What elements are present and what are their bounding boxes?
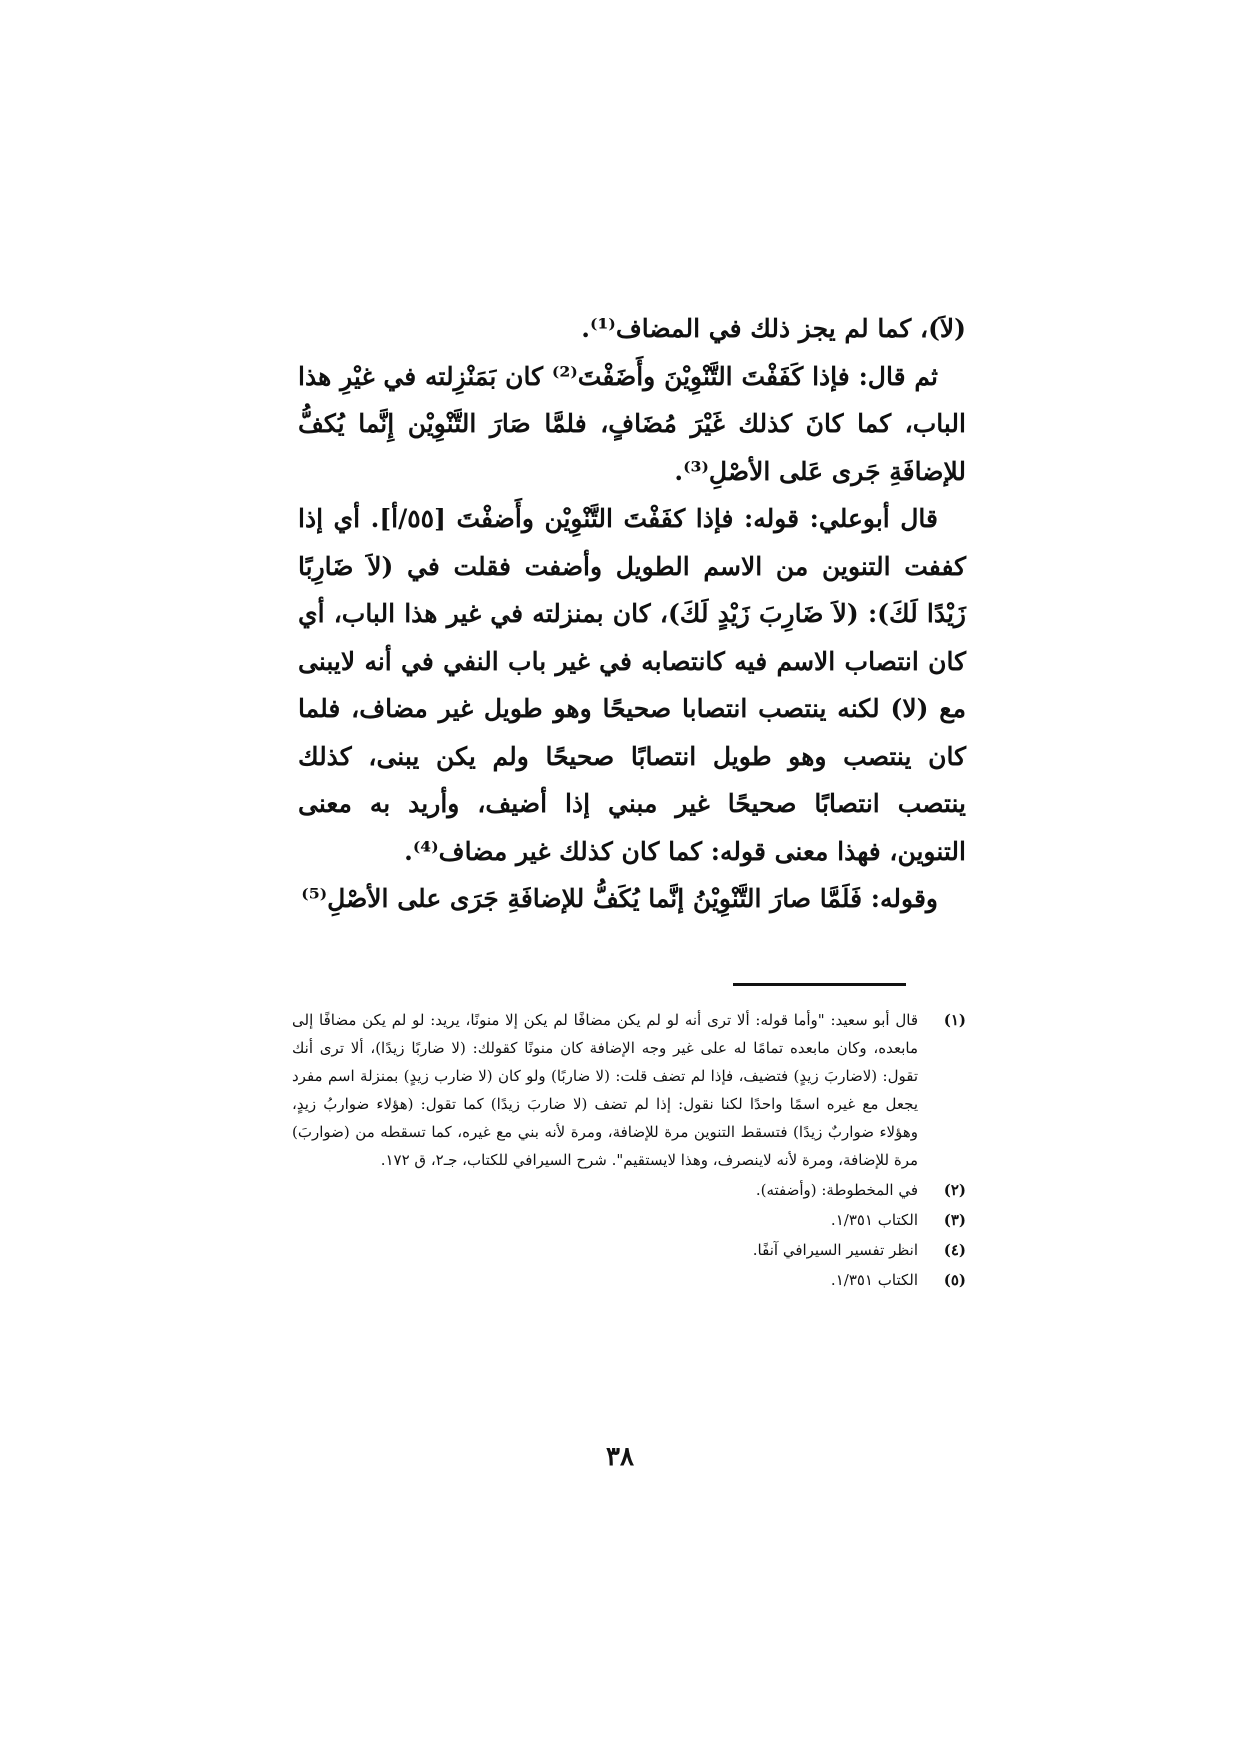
footnotes [292,1006,966,1294]
footnote-separator [733,983,906,986]
footnote-text: في المخطوطة: (وأضفته). [755,1181,918,1199]
footnote-number: (٣) [943,1211,966,1229]
main-text [298,305,966,923]
paragraph: وقوله: فَلَمَّا صارَ التَّنْوِيْنُ إنَّما يُكَفُّ للإضافَةِ جَرَى على الأصْلِ⁽⁵⁾ [301,884,938,913]
paragraph: قال أبوعلي: قوله: فإذا كفَفْتَ التَّنْوِيْن وأَضفْتَ [٥٥/أ]. أي إذا كففت التنوين من الاسم الطويل وأضفت فقلت في (لاَ ضَارِبًا زَيْدًا لَكَ): (لاَ ضَارِبَ زَيْدٍ لَكَ)، كان بمنزلته في غير هذا الباب، أي كان انتصاب الاسم فيه كانتصابه في غير باب النفي في أنه لايبنى مع (لا) لكنه ينتصب انتصابا صحيحًا وهو طويل غير مضاف، فلما كان ينتصب وهو طويل انتصابًا صحيحًا ولم يكن يبنى، كذلك ينتصب انتصابًا صحيحًا غير مبني إذا أضيف، وأريد به معنى التنوين، فهذا معنى قوله: كما كان كذلك غير مضاف⁽⁴⁾. [298,504,966,866]
footnote-text: قال أبو سعيد: "وأما قوله: ألا ترى أنه لو لم يكن مضافًا لم يكن إلا منونًا، يريد: لو لم يكن مضافًا إلى مابعده، وكان مابعده تمامًا له على غير وجه الإضافة كان منونًا كقولك: (لا ضاربًا زيدًا)، ألا ترى أنك تقول: (لاضاربَ زيدٍ) فتضيف، فإذا لم تضف قلت: (لا ضاربًا) ولو كان (لا ضارب زيدٍ) بمنزلة اسم مفرد يجعل مع غيره اسمًا واحدًا لكنا نقول: إذا لم تضف (لا ضاربَ زيدًا) كما تقول: (هؤلاء ضواربُ زيدٍ، وهؤلاء ضواربٌ زيدًا) فتسقط التنوين مرة للإضافة، ومرة لأنه بني مع غيره، كما تسقطه من (ضواربَ) مرة للإضافة، ومرة لأنه لاينصرف، وهذا لايستقيم". شرح السيرافي للكتاب، جـ٢، ق ١٧٢. [292,1011,919,1169]
footnote-number: (٥) [943,1271,966,1289]
footnote [292,1206,966,1234]
paragraph: (لاَ)، كما لم يجز ذلك في المضاف⁽¹⁾. [581,314,966,343]
page-number: ٣٨ [606,1442,634,1472]
footnote-number: (١) [943,1011,966,1029]
footnote-number: (٢) [943,1181,966,1199]
footnote [292,1176,966,1204]
footnote-number: (٤) [943,1241,966,1259]
footnote-text: انظر تفسير السيرافي آنفًا. [752,1241,918,1259]
paragraph: ثم قال: فإذا كَفَفْتَ التَّنْوِيْنَ وأَضَفْتَ⁽²⁾ كان بَمَنْزِلته في غيْرِ هذا الباب، كما كانَ كذلك غَيْرَ مُضَافٍ، فلمَّا صَارَ التَّنْوِيْن إِنَّما يُكفُّ للإضافَةِ جَرى عَلى الأصْلِ⁽³⁾. [298,361,966,486]
footnote [292,1266,966,1294]
footnote [292,1006,966,1174]
footnote [292,1236,966,1264]
footnote-text: الكتاب ١/٣٥١. [830,1211,918,1229]
footnote-text: الكتاب ١/٣٥١. [830,1271,918,1289]
